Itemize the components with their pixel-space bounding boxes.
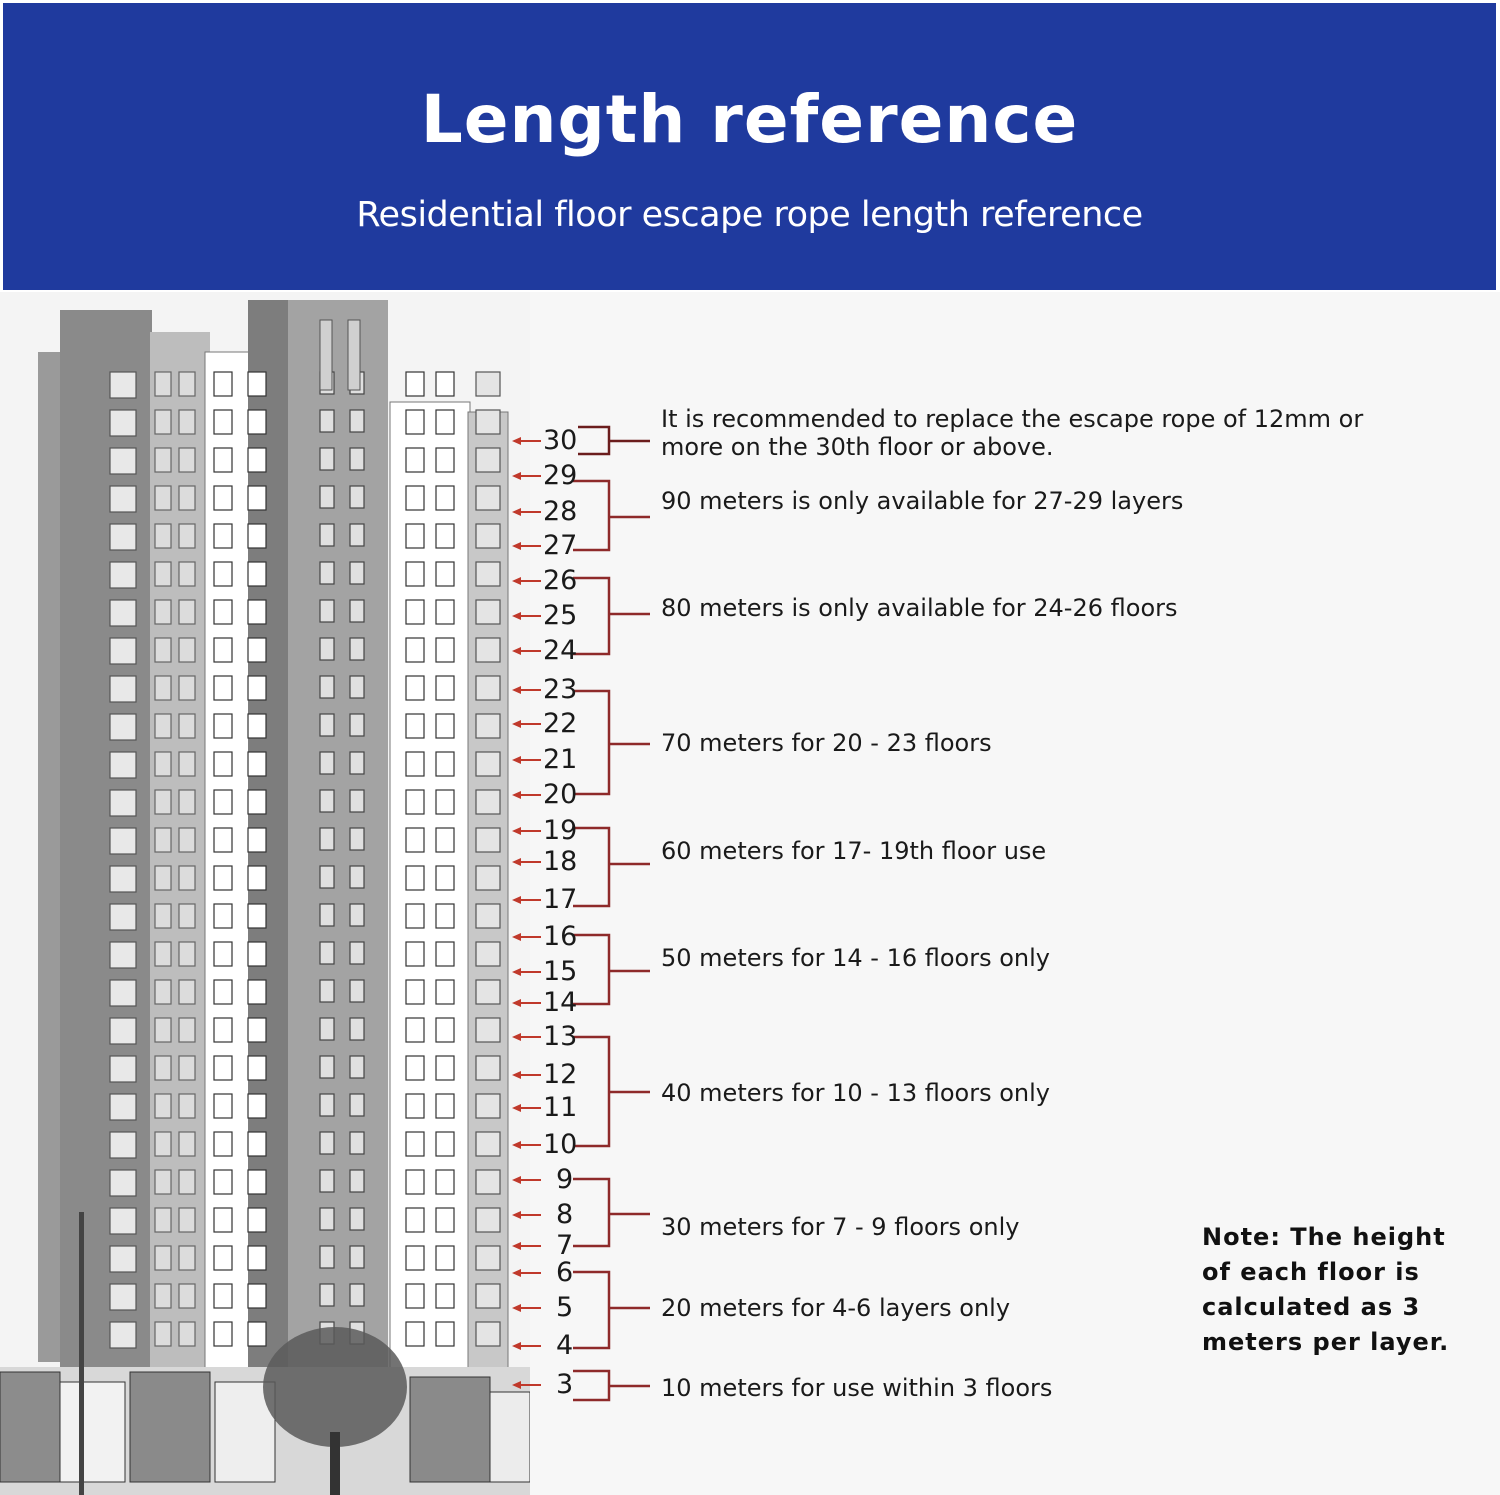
floor-number-8: 8 [556, 1199, 574, 1230]
floor-number-29: 29 [543, 460, 578, 491]
arrow-head-14 [512, 999, 521, 1007]
bracket-9 [573, 1371, 650, 1400]
arrow-head-13 [512, 1033, 521, 1041]
arrow-head-30 [512, 437, 521, 445]
arrow-head-7 [512, 1242, 521, 1250]
bracket-2 [573, 578, 650, 654]
floor-number-7: 7 [556, 1230, 574, 1261]
floor-number-6: 6 [556, 1257, 574, 1288]
arrow-head-19 [512, 827, 521, 835]
arrow-head-12 [512, 1071, 521, 1079]
arrow-head-5 [512, 1304, 521, 1312]
arrow-head-9 [512, 1176, 521, 1184]
arrow-head-20 [512, 791, 521, 799]
arrow-head-4 [512, 1342, 521, 1350]
note-text: Note: The height of each floor is calculated as 3 meters per layer. [1202, 1223, 1450, 1356]
arrow-head-17 [512, 896, 521, 904]
arrow-head-10 [512, 1141, 521, 1149]
floor-number-11: 11 [543, 1092, 578, 1123]
arrow-head-22 [512, 720, 521, 728]
floor-number-17: 17 [543, 884, 578, 915]
floor-number-16: 16 [543, 921, 578, 952]
floor-number-14: 14 [543, 987, 578, 1018]
page-subtitle: Residential floor escape rope length reference [356, 195, 1143, 235]
arrow-head-16 [512, 933, 521, 941]
floor-number-22: 22 [543, 708, 578, 739]
header-banner [3, 3, 1496, 290]
desc-30m: 30 meters for 7 - 9 floors only [661, 1213, 1020, 1241]
bracket-6 [573, 1037, 650, 1146]
arrow-head-15 [512, 968, 521, 976]
bracket-1 [573, 481, 650, 550]
bracket-0 [578, 427, 650, 454]
bracket-3 [573, 691, 650, 794]
page-title: Length reference [420, 81, 1079, 158]
arrow-head-28 [512, 508, 521, 516]
desc-80m: 80 meters is only available for 24-26 floors [661, 594, 1178, 622]
arrow-head-11 [512, 1104, 521, 1112]
bracket-7 [573, 1179, 650, 1246]
floor-number-18: 18 [543, 846, 578, 877]
arrow-head-8 [512, 1211, 521, 1219]
floor-number-23: 23 [543, 674, 578, 705]
desc-40m: 40 meters for 10 - 13 floors only [661, 1079, 1050, 1107]
floor-number-24: 24 [543, 635, 578, 666]
floor-number-15: 15 [543, 956, 578, 987]
floor-number-12: 12 [543, 1059, 578, 1090]
arrow-head-25 [512, 612, 521, 620]
floor-number-30: 30 [543, 425, 578, 456]
bracket-4 [573, 828, 650, 906]
arrow-head-3 [512, 1381, 521, 1389]
floor-number-21: 21 [543, 744, 578, 775]
floor-number-28: 28 [543, 496, 578, 527]
floor-number-5: 5 [556, 1292, 574, 1323]
floor-number-3: 3 [556, 1369, 574, 1400]
floor-number-27: 27 [543, 530, 578, 561]
bracket-5 [573, 935, 650, 1004]
floor-number-13: 13 [543, 1021, 578, 1052]
desc-50m: 50 meters for 14 - 16 floors only [661, 944, 1050, 972]
floor-number-19: 19 [543, 815, 578, 846]
arrow-head-27 [512, 542, 521, 550]
desc-line: It is recommended to replace the escape rope of 12mm or [661, 405, 1364, 433]
desc-line: more on the 30th floor or above. [661, 433, 1054, 461]
arrow-head-29 [512, 472, 521, 480]
desc-90m: 90 meters is only available for 27-29 layers [661, 487, 1184, 515]
desc-70m: 70 meters for 20 - 23 floors [661, 729, 992, 757]
desc-10m: 10 meters for use within 3 floors [661, 1374, 1053, 1402]
floor-number-9: 9 [556, 1164, 574, 1195]
floor-number-26: 26 [543, 565, 578, 596]
arrow-head-23 [512, 686, 521, 694]
floor-number-25: 25 [543, 600, 578, 631]
desc-60m: 60 meters for 17- 19th floor use [661, 837, 1047, 865]
diagram-area [0, 292, 1500, 1495]
arrow-head-26 [512, 577, 521, 585]
desc-20m: 20 meters for 4-6 layers only [661, 1294, 1011, 1322]
arrow-head-21 [512, 756, 521, 764]
desc-30-plus [661, 405, 1363, 461]
arrow-head-24 [512, 647, 521, 655]
floor-number-4: 4 [556, 1330, 574, 1361]
arrow-head-18 [512, 858, 521, 866]
floor-number-10: 10 [543, 1129, 578, 1160]
bracket-8 [573, 1272, 650, 1348]
arrow-head-6 [512, 1269, 521, 1277]
floor-number-20: 20 [543, 779, 578, 810]
